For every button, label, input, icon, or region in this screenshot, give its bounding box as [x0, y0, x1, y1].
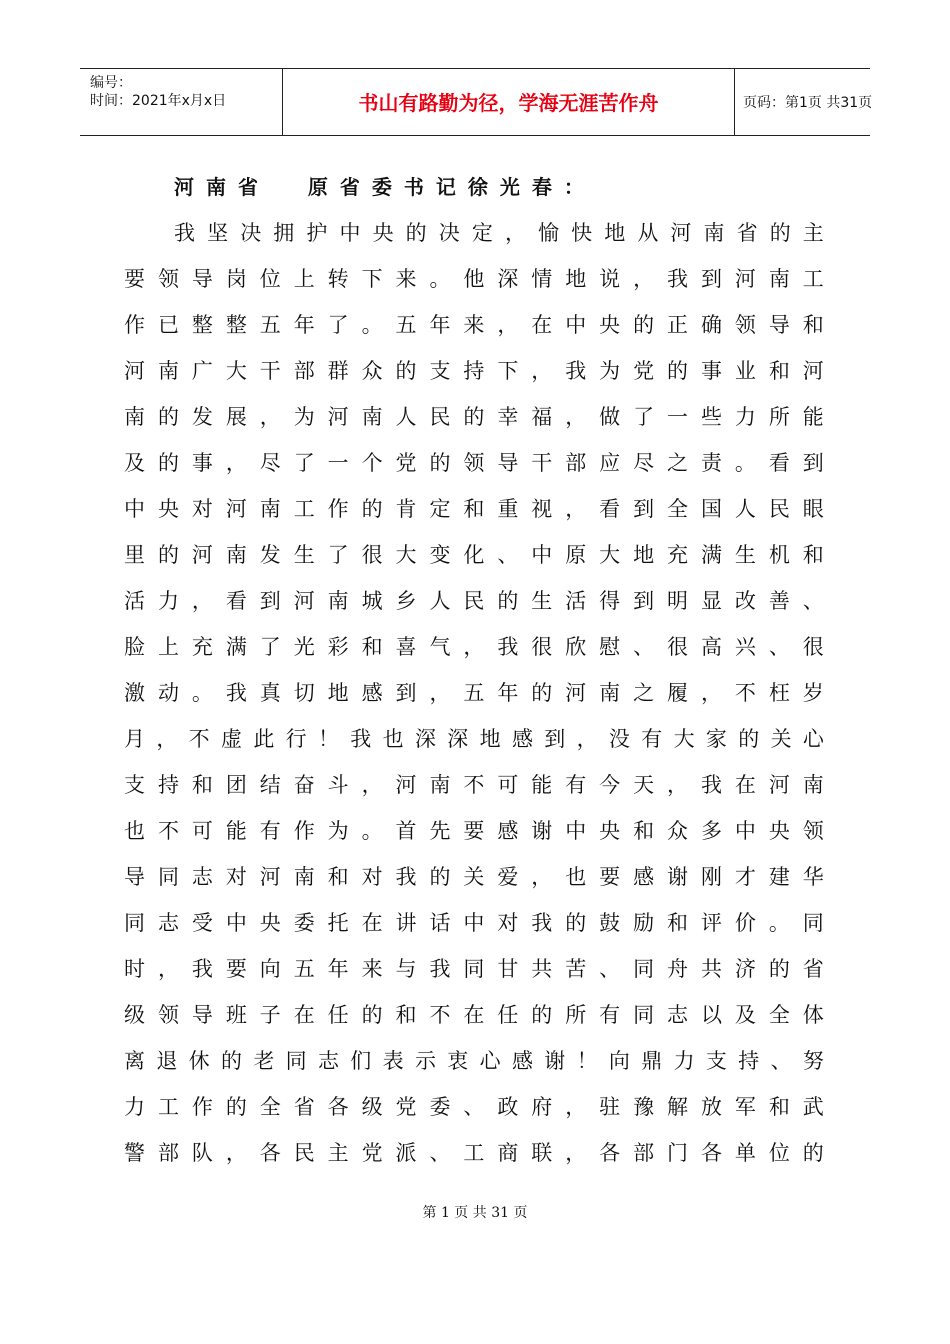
header-motto-cell [282, 69, 735, 135]
body-line: 也 不 可 能 有 作 为 。 首 先 要 感 谢 中 央 和 众 多 中 央 领 [124, 819, 824, 843]
body-line: 中 央 对 河 南 工 作 的 肯 定 和 重 视 ， 看 到 全 国 人 民 眼 [124, 497, 824, 521]
body-line: 脸 上 充 满 了 光 彩 和 喜 气 ， 我 很 欣 慰 、 很 高 兴 、 很 [124, 635, 824, 659]
body-line: 南 的 发 展 ， 为 河 南 人 民 的 幸 福 ， 做 了 一 些 力 所 能 [124, 405, 824, 429]
body-line: 离 退 休 的 老 同 志 们 表 示 衷 心 感 谢 ！ 向 鼎 力 支 持 、 努 [124, 1049, 824, 1073]
page-footer: 第 1 页 共 31 页 [422, 1205, 528, 1221]
document-number-label: 编号： [90, 75, 132, 91]
body-line: 支 持 和 团 结 奋 斗 ， 河 南 不 可 能 有 今 天 ， 我 在 河 南 [124, 773, 824, 797]
body-line: 里 的 河 南 发 生 了 很 大 变 化 、 中 原 大 地 充 满 生 机 和 [124, 543, 824, 567]
document-header [80, 68, 873, 136]
header-page-info: 页码：第1页 共31页 [743, 95, 873, 111]
body-line: 要 领 导 岗 位 上 转 下 来 。 他 深 情 地 说 ， 我 到 河 南 工 [124, 267, 824, 291]
document-date-label: 时间：2021年x月x日 [90, 93, 227, 109]
body-line: 活 力 ， 看 到 河 南 城 乡 人 民 的 生 活 得 到 明 显 改 善 、 [124, 589, 824, 613]
header-meta-cell [80, 69, 282, 135]
body-line: 警 部 队 ， 各 民 主 党 派 、 工 商 联 ， 各 部 门 各 单 位 的 [124, 1141, 824, 1165]
body-line: 同 志 受 中 央 委 托 在 讲 话 中 对 我 的 鼓 励 和 评 价 。 同 [124, 911, 824, 935]
body-line: 月 ， 不 虚 此 行 ！ 我 也 深 深 地 感 到 ， 没 有 大 家 的 关 心 [124, 727, 824, 751]
body-line: 级 领 导 班 子 在 任 的 和 不 在 任 的 所 有 同 志 以 及 全 体 [124, 1003, 824, 1027]
body-line: 激 动 。 我 真 切 地 感 到 ， 五 年 的 河 南 之 履 ， 不 枉 岁 [124, 681, 824, 705]
body-line: 导 同 志 对 河 南 和 对 我 的 关 爱 ， 也 要 感 谢 刚 才 建 华 [124, 865, 824, 889]
body-line: 及 的 事 ， 尽 了 一 个 党 的 领 导 干 部 应 尽 之 责 。 看 到 [124, 451, 824, 475]
header-motto: 书山有路勤为径，学海无涯苦作舟 [358, 91, 659, 115]
document-body [124, 210, 824, 1176]
body-line: 河 南 广 大 干 部 群 众 的 支 持 下 ， 我 为 党 的 事 业 和 河 [124, 359, 824, 383]
body-line: 力 工 作 的 全 省 各 级 党 委 、 政 府 ， 驻 豫 解 放 军 和 武 [124, 1095, 824, 1119]
body-line: 我 坚 决 拥 护 中 央 的 决 定 ， 愉 快 地 从 河 南 省 的 主 [174, 221, 824, 245]
body-line: 作 已 整 整 五 年 了 。 五 年 来 ， 在 中 央 的 正 确 领 导 和 [124, 313, 824, 337]
document-title: 河南省 原省委书记徐光春： [174, 175, 596, 199]
body-line: 时 ， 我 要 向 五 年 来 与 我 同 甘 共 苦 、 同 舟 共 济 的 省 [124, 957, 824, 981]
header-page-cell [735, 69, 873, 135]
